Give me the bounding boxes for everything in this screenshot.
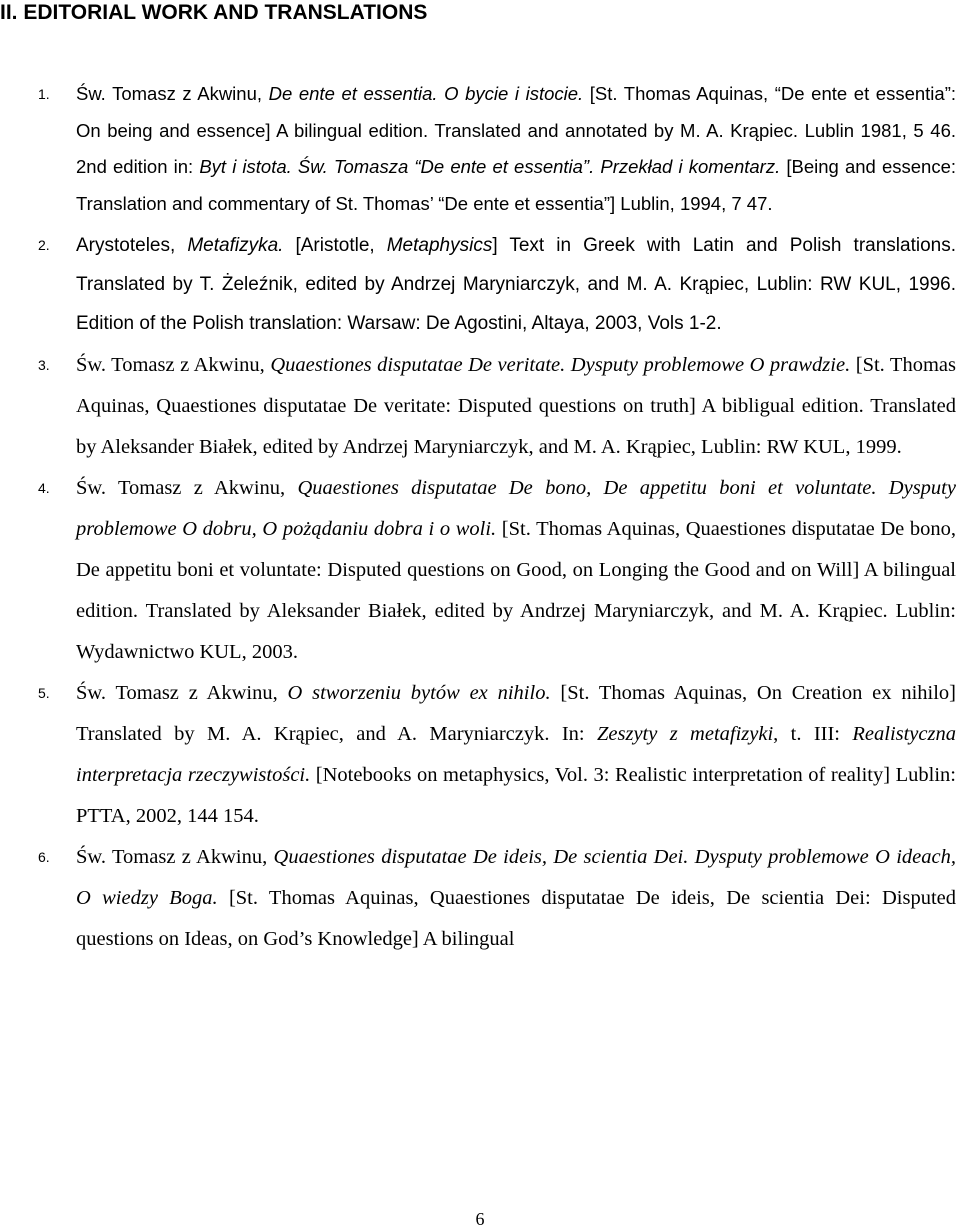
bibliography-entry-5	[0, 673, 956, 837]
bibliography-entry-2	[0, 226, 956, 343]
entry-text: Św. Tomasz z Akwinu, Quaestiones disputatae De ideis, De scientia Dei. Dysputy problemowe O ideach, O wiedzy Boga. [St. Thomas Aquinas, Quaestiones disputatae De ideis, De scientia Dei: Disputed questions on Ideas, on God’s Knowledge] A bilingual	[76, 846, 956, 950]
bibliography-entry-3	[0, 345, 956, 468]
entry-number: 5.	[38, 685, 50, 701]
entry-number: 2.	[38, 237, 50, 253]
entry-text: Św. Tomasz z Akwinu, O stworzeniu bytów ex nihilo. [St. Thomas Aquinas, On Creation ex nihilo] Translated by M. A. Krąpiec, and A. Maryniarczyk. In: Zeszyty z metafizyki, t. III: Realistyczna interpretacja rzeczywistości. [Notebooks on metaphysics, Vol. 3: Realistic interpretation of reality] Lublin: PTTA, 2002, 144 154.	[76, 682, 957, 827]
entry-number: 3.	[38, 357, 50, 373]
entry-number: 6.	[38, 849, 50, 865]
bibliography-entry-4	[0, 468, 956, 673]
page-number: 6	[475, 1209, 485, 1229]
entry-text: Św. Tomasz z Akwinu, Quaestiones disputatae De veritate. Dysputy problemowe O prawdzie. [St. Thomas Aquinas, Quaestiones disputatae De veritate: Disputed questions on truth] A bibligual edition. Translated by Aleksander Białek, edited by Andrzej Maryniarczyk, and M. A. Krąpiec, Lublin: RW KUL, 1999.	[76, 354, 956, 458]
section-heading: II. EDITORIAL WORK AND TRANSLATIONS	[0, 1, 428, 24]
entry-number: 1.	[38, 86, 50, 102]
entry-text: Arystoteles, Metafizyka. [Aristotle, Metaphysics] Text in Greek with Latin and Polish translations. Translated by T. Żeleźnik, edited by Andrzej Maryniarczyk, and M. A. Krąpiec, Lublin: RW KUL, 1996. Edition of the Polish translation: Warsaw: De Agostini, Altaya, 2003, Vols 1-2.	[76, 235, 957, 334]
bibliography-entry-6	[0, 837, 956, 960]
entry-text: Św. Tomasz z Akwinu, De ente et essentia. O bycie i istocie. [St. Thomas Aquinas, “De ente et essentia”: On being and essence] A bilingual edition. Translated and annotated by M. A. Krąpiec. Lublin 1981, 5 46. 2nd edition in: Byt i istota. Św. Tomasza “De ente et essentia”. Przekład i komentarz. [Being and essence: Translation and commentary of St. Thomas’ “De ente et essentia”] Lublin, 1994, 7 47.	[76, 83, 957, 214]
entry-text: Św. Tomasz z Akwinu, Quaestiones disputatae De bono, De appetitu boni et voluntate. Dysputy problemowe O dobru, O pożądaniu dobra i o woli. [St. Thomas Aquinas, Quaestiones disputatae De bono, De appetitu boni et voluntate: Disputed questions on Good, on Longing the Good and on Will] A bilingual edition. Translated by Aleksander Białek, edited by Andrzej Maryniarczyk, and M. A. Krąpiec. Lublin: Wydawnictwo KUL, 2003.	[76, 477, 956, 663]
entry-number: 4.	[38, 480, 50, 496]
bibliography-list	[0, 76, 960, 960]
bibliography-entry-1	[0, 76, 956, 222]
